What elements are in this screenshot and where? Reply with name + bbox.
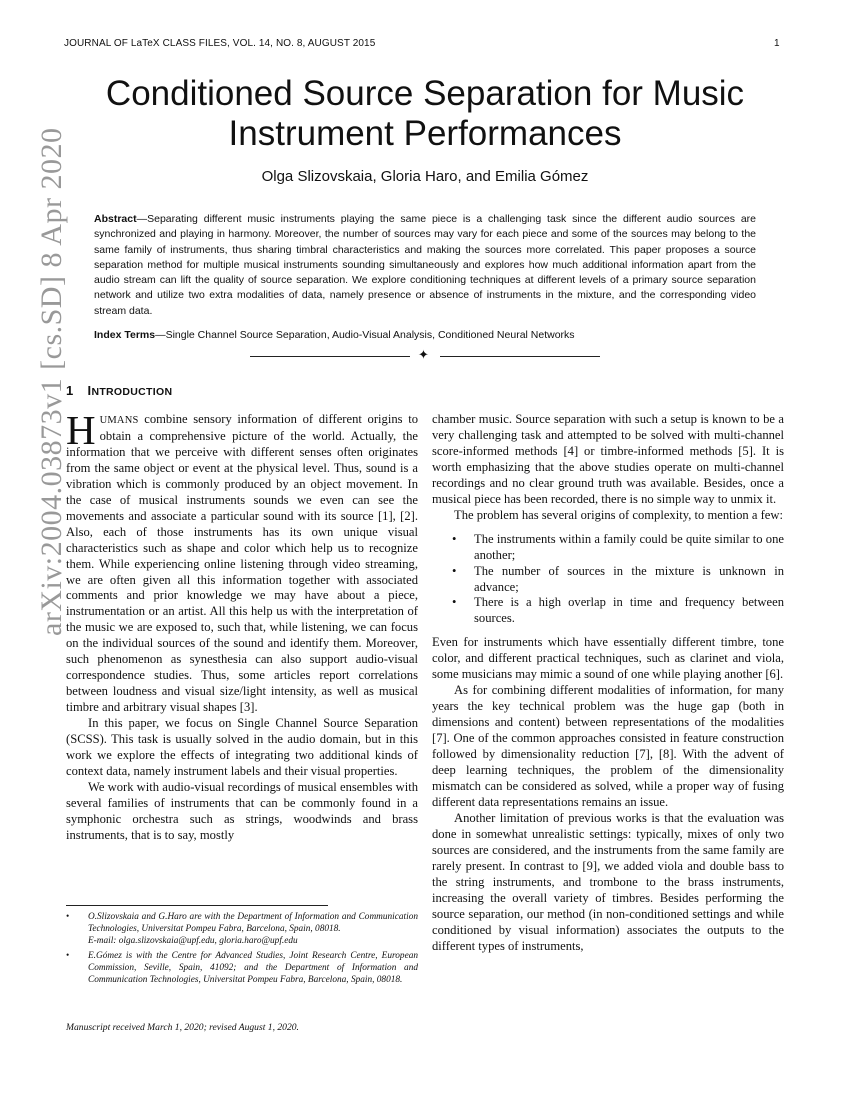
paragraph: We work with audio-visual recordings of musical ensembles with several families of instruments that can be commonly found in a symphonic orchestra such as strings, woodwinds and brass instruments, that is to say, mostly [66,779,418,842]
section-heading [66,383,172,398]
drop-cap: H [66,407,96,453]
abstract-text: —Separating different music instruments playing the same piece is a challenging task since the different audio sources are synchronized and playing in harmony. Moreover, the number of sources may vary for each piece and some of the sources may belong to the same family of instruments, thus sharing timbral characteristics and making the sources more correlated. This paper proposes a source separation method for multiple musical instruments sounding simultaneously and explores how much additional information apart from the audio stream can lift the quality of source separation. We explore conditioning techniques at different levels of a primary source separation network and utilize two extra modalities of data, namely presence or absence of instruments in the mixture, and the corresponding video stream data. [94,213,756,317]
abstract [94,212,756,319]
footnote-affiliation: O.Slizovskaia and G.Haro are with the Department of Information and Communication Technologies, Universitat Pompeu Fabra, Barcelona, Spain, 08018. [88,912,418,935]
section-title-rest: NTRODUCTION [91,386,173,398]
footnote-item [66,911,418,948]
abstract-label: Abstract [94,213,137,225]
footnotes [66,911,418,986]
manuscript-note: Manuscript received March 1, 2020; revised August 1, 2020. [66,1022,299,1033]
index-terms-text: —Single Channel Source Separation, Audio-Visual Analysis, Conditioned Neural Networks [155,329,575,341]
paragraph: In this paper, we focus on Single Channel Source Separation (SCSS). This task is usually solved in the audio domain, but in this work we explore the effects of integrating two additional kinds of context data, namely instrument labels and their visual properties. [66,716,418,778]
section-title-initial: I [87,383,92,398]
paragraph: Even for instruments which have essentially different timbre, tone color, and different practical techniques, such as clarinet and viola, some musicians may mimic a sound of one while playing another [6]. [432,635,784,682]
separator-rule-left [250,356,410,357]
bullet-list [432,532,784,628]
arxiv-identifier-text: arXiv:2004.03873v1 [cs.SD] 8 Apr 2020 [35,127,68,636]
footnote-email: E-mail: olga.slizovskaia@upf.edu, gloria.haro@upf.edu [88,936,298,947]
separator-diamond-icon: ✦ [418,347,429,362]
section-number: 1 [66,383,74,398]
paragraph [66,407,418,716]
paragraph: The problem has several origins of complexity, to mention a few: [454,507,783,522]
body-column-right [432,412,784,954]
running-header: JOURNAL OF LaTeX CLASS FILES, VOL. 14, NO. 8, AUGUST 2015 [64,38,376,49]
separator-rule-right [440,356,600,357]
body-column-left [66,407,418,844]
list-item: • The instruments within a family could be quite similar to one another; [474,532,784,564]
author-list: Olga Slizovskaia, Gloria Haro, and Emilia Gómez [261,168,589,185]
index-terms-label: Index Terms [94,329,156,341]
paragraph-text: combine sensory information of different origins to obtain a comprehensive picture of the world. Actually, the information that we perceive with different senses often originates from the same object or event at the physical level. Thus, sound is a vibration which is commonly produced by an object movement. In the case of musical instruments sounds we even can see the movements and associate a particular sound with its source [1], [2]. Also, each of those instruments has its own unique visual characteristics such as shape and color which help us to recognize them. While experiencing online listening through video streaming, we are often given all this information together with associated comments and prior knowledge we may have about a piece, instrumentation or an artist. All this help us with the interpretation of the music we are exposed to, such that, while listening, we can focus on the individual sources of the sound and identify them. Moreover, such phenomenon as synesthesia can also support audio-visual correspondence studies. Thus, some articles report correlations between loudness and visual size/light intensity, as well as musical timbre and arbitrary visual shapes [3]. [66,412,418,715]
list-item: • There is a high overlap in time and frequency between sources. [474,595,784,627]
list-item: • The number of sources in the mixture is unknown in advance; [474,564,784,596]
paragraph: chamber music. Source separation with such a setup is known to be a very challenging task and attempted to be solved with multi-channel score-informed methods [4] or timbre-informed methods [5]. It is worth emphasizing that the above studies operate on multi-channel recordings and no clear ground truth was available. Besides, once a musical piece has been recorded, there is no simple way to unmix it. [432,412,784,506]
paper-title: Conditioned Source Separation for Music Instrument Performances [105,74,745,153]
footnote-item: • E.Gómez is with the Centre for Advanced Studies, Joint Research Centre, European Commission, Seville, Spain, 41092; and the Department of Information and Communication Technologies, Universitat Pompeu Fabra, Barcelona, Spain, 08018. [66,950,418,987]
footnote-rule [66,905,328,906]
lead-smallcaps: UMANS [99,415,139,426]
index-terms [94,328,756,343]
page-number: 1 [774,38,780,49]
paragraph: Another limitation of previous works is that the evaluation was done in somewhat unrealistic settings: typically, mixes of only two sources are considered, and the instruments from the same family are rarely present. In contrast to [9], we added viola and double bass to the string instruments, and trombone to the brass instruments, increasing the overall variety of timbres. Besides performing the source separation, our method (in non-conditioned settings and while conditioned by visual information) associates the outputs to the different types of instruments, [432,810,784,953]
paragraph: As for combining different modalities of information, for many years the key technical problem was the huge gap (both in dimensions and content) between representations of the modalities [7]. One of the common approaches consisted in feature construction followed by dimensionality reduction [7], [8]. With the advent of deep learning techniques, the problem of the dimensionality mismatch can be considered as solved, while a proper way of fusing different data representations remains an issue. [432,683,784,809]
